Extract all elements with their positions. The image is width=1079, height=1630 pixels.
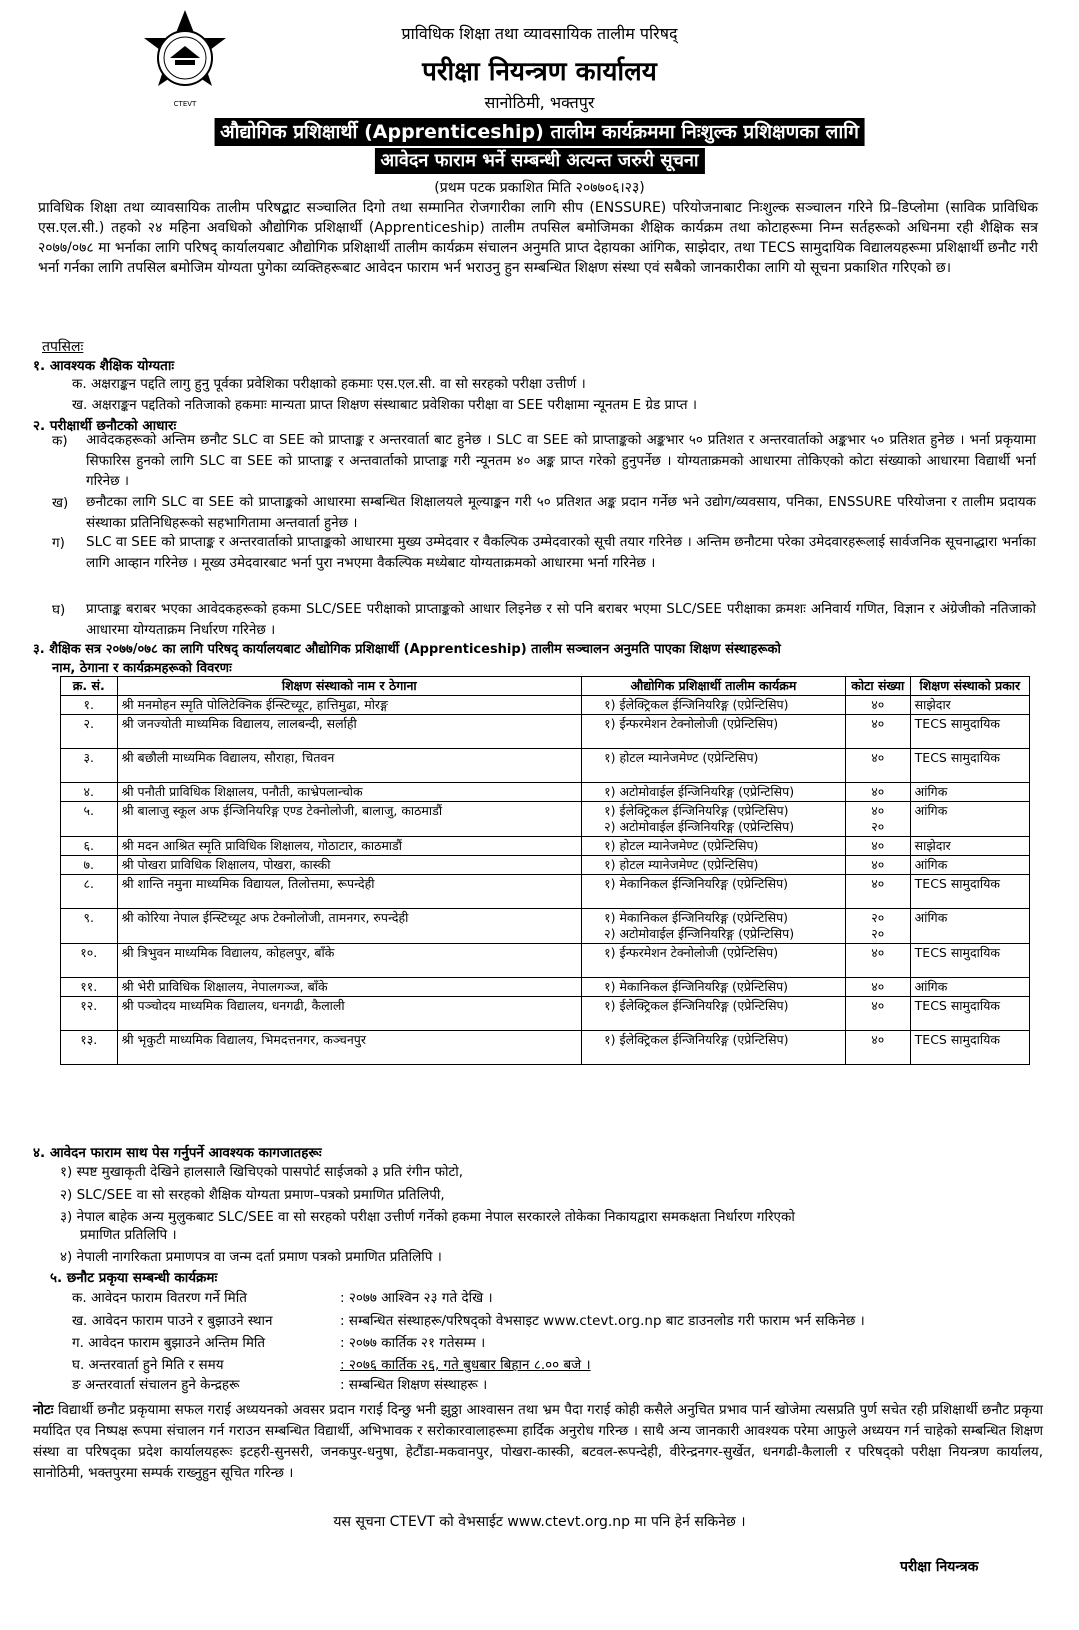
notice-banner-subtitle: आवेदन फाराम भर्ने सम्बन्धी अत्यन्त जरुरी सूचना — [374, 148, 704, 174]
quota-value: ४० — [871, 838, 885, 853]
program-line: १) ईन्फरमेशन टेक्नोलोजी (एप्रेन्टिसिप) — [604, 716, 779, 731]
row-program — [582, 909, 846, 944]
row-institution: श्री भेरी प्राविधिक शिक्षालय, नेपालगञ्ज, बाँके — [117, 978, 582, 997]
row-sn: ४. — [61, 783, 118, 802]
quota-value: ४० — [871, 979, 885, 994]
row-program — [582, 802, 846, 837]
note-text: विद्यार्थी छनौट प्रकृयामा सफल गराई अध्ययनको अवसर प्रदान गराई दिन्छु भनी झुठ्ठा आश्वासन तथा भ्रम पैदा गराई कोही कसैले अनुचित प्रभाव पार्न खोजेमा त्यसप्रति पुर्ण सचेत रही प्रशिक्षार्थी छनौट प्रकृया मर्यादित एव निष्पक्ष रूपमा संचालन गर्न गराउन सम्बन्धित विद्यार्थी, अभिभावक र सरोकारवालाहरूमा हार्दिक अनुरोध गरिन्छ । साथै अन्य जानकारी आवश्यक परेमा आफुले अध्ययन गर्न चाहेको सम्बन्धित शिक्षण संस्था वा परिषद्का प्रदेश कार्यालयहरूः इटहरी-सुनसरी, जनकपुर-धनुषा, हेटौंडा-मकवानपुर, पोखरा-कास्की, बटवल-रूपन्देही, वीरेन्द्रनगर-सुर्खेत, धनगढी-कैलाली र परिषद्को परीक्षा नियन्त्रण कार्यालय, सानोठिमी, भक्तपुरमा सम्पर्क राख्नुहुन सूचित गरिन्छ । — [33, 1402, 1043, 1481]
table-row — [61, 749, 1030, 783]
row-sn: १. — [61, 696, 118, 715]
row-type: आंगिक — [910, 978, 1029, 997]
table-header-row — [61, 677, 1030, 696]
qualification-b: ख. अक्षराङ्कन पद्दतिको नतिजाको हकमाः मान्यता प्राप्त शिक्षण संस्थाबाट प्रवेशिका परीक्षा वा SEE परीक्षामा न्यूनतम E ग्रेड प्राप्त । — [72, 397, 697, 413]
footer-website-note: यस सूचना CTEVT को वेभसाईट www.ctevt.org.np मा पनि हेर्न सकिनेछ । — [333, 1514, 746, 1530]
row-institution: श्री बालाजु स्कूल अफ ईन्जिनियरिङ्ग एण्ड टेक्नोलोजी, बालाजु, काठमाडौं — [117, 802, 582, 837]
notice-banner-title: औद्योगिक प्रशिक्षार्थी (Apprenticeship) तालीम कार्यक्रममा निःशुल्क प्रशिक्षणका लागि — [214, 118, 865, 146]
row-institution: श्री मनमोहन स्मृति पोलिटेक्निक ईन्स्टिच्यूट, हात्तिमुढा, मोरङ्ग — [117, 696, 582, 715]
row-quota — [845, 715, 910, 749]
section-1-title: १. आवश्यक शैक्षिक योग्यताः — [33, 358, 175, 374]
schedule-value-c: : २०७७ कार्तिक २१ गतेसम्म । — [340, 1335, 486, 1351]
row-program — [582, 749, 846, 783]
criteria-mark-d: घ) — [52, 602, 66, 618]
row-quota — [845, 978, 910, 997]
program-line: १) ईन्फरमेशन टेक्नोलोजी (एप्रेन्टिसिप) — [604, 945, 779, 960]
row-institution: श्री भृकुटी माध्यमिक विद्यालय, भिमदत्तनगर, कञ्चनपुर — [117, 1031, 582, 1065]
program-line: १) मेकानिकल ईन्जिनियरिङ्ग (एप्रेन्टिसिप) — [604, 910, 789, 925]
row-institution: श्री त्रिभुवन माध्यमिक विद्यालय, कोहलपुर, बाँके — [117, 944, 582, 978]
table-row — [61, 1031, 1030, 1065]
row-type: TECS सामुदायिक — [910, 1031, 1029, 1065]
schedule-value-d: : २०७६ कार्तिक २६, गते बुधबार बिहान ८.०० बजे । — [340, 1357, 591, 1373]
table-row — [61, 944, 1030, 978]
row-quota — [845, 696, 910, 715]
row-sn: ७. — [61, 856, 118, 875]
col-program: औद्योगिक प्रशिक्षार्थी तालीम कार्यक्रम — [582, 677, 846, 696]
row-institution: श्री मदन आश्रित स्मृति प्राविधिक शिक्षालय, गोठाटार, काठमाडौं — [117, 837, 582, 856]
schedule-label-e: ङ अन्तरवार्ता संचालन हुने केन्द्रहरू — [72, 1377, 240, 1393]
program-line: १) होटल म्यानेजमेण्ट (एप्रेन्टिसिप) — [604, 857, 759, 872]
criteria-mark-a: क) — [52, 433, 68, 449]
row-type: TECS सामुदायिक — [910, 715, 1029, 749]
row-sn: १३. — [61, 1031, 118, 1065]
intro-paragraph: प्राविधिक शिक्षा तथा व्यावसायिक तालीम परिषद्बाट सञ्चालित दिगो तथा सम्मानित रोजगारीका लागि सीप (ENSSURE) परियोजनाबाट निःशुल्क सञ्चालन गरिने प्रि–डिप्लोमा (साविक प्राविधिक एस.एल.सी.) तहको २४ महिना अवधिको औद्योगिक प्रशिक्षार्थी (Apprenticeship) तालीम तपसिल बमोजिमका शैक्षिक कार्यक्रम तथा कोटाहरूमा निम्न सर्तहरूको अधिनमा रही शैक्षिक सत्र २०७७/०७८ मा भर्नाका लागि परिषद् कार्यालयबाट औद्योगिक प्रशिक्षार्थी तालीम कार्यक्रम संचालन अनुमति प्राप्त देहायका आंगिक, साझेदार, तथा TECS सामुदायिक विद्यालयहरूमा प्रशिक्षार्थी छनौट गरी भर्ना गर्नका लागि तपसिल बमोजिम योग्यता पुगेका व्यक्तिहरूबाट आवेदन फाराम भर्न भराउनु हुन सम्बन्धित शिक्षण संस्था एवं सबैको जानकारीका लागि यो सूचना प्रकाशित गरिएको छ। — [38, 200, 1038, 276]
program-line: १) ईलेक्ट्रिकल ईन्जिनियरिङ्ग (एप्रेन्टिसिप) — [604, 697, 789, 712]
schedule-label-d: घ. अन्तरवार्ता हुने मिति र समय — [72, 1357, 224, 1373]
row-sn: ९. — [61, 909, 118, 944]
svg-text:CTEVT: CTEVT — [173, 100, 197, 108]
criteria-mark-b: ख) — [52, 495, 69, 511]
row-institution: श्री पोखरा प्राविधिक शिक्षालय, पोखरा, कास्की — [117, 856, 582, 875]
quota-value: ४० — [871, 998, 885, 1013]
table-row — [61, 875, 1030, 909]
schedule-value-a: : २०७७ आश्विन २३ गते देखि । — [340, 1290, 493, 1306]
col-institution: शिक्षण संस्थाको नाम र ठेगाना — [117, 677, 582, 696]
document-item-3-cont: प्रमाणित प्रतिलिपि । — [80, 1227, 177, 1243]
row-sn: ६. — [61, 837, 118, 856]
row-type: आंगिक — [910, 783, 1029, 802]
note-label: नोटः — [33, 1402, 54, 1418]
details-heading: तपसिलः — [42, 339, 84, 355]
row-program — [582, 783, 846, 802]
row-type: TECS सामुदायिक — [910, 944, 1029, 978]
col-sn: क्र. सं. — [61, 677, 118, 696]
row-quota — [845, 856, 910, 875]
qualification-a: क. अक्षराङ्कन पद्दति लागु हुनु पूर्वका प्रवेशिका परीक्षाको हकमाः एस.एल.सी. वा सो सरहको परीक्षा उत्तीर्ण । — [72, 376, 586, 392]
table-row — [61, 783, 1030, 802]
row-program — [582, 944, 846, 978]
quota-value: २० — [871, 926, 885, 941]
row-type: आंगिक — [910, 909, 1029, 944]
office-title: परीक्षा नियन्त्रण कार्यालय — [422, 57, 657, 87]
row-type: TECS सामुदायिक — [910, 997, 1029, 1031]
criteria-d: प्राप्ताङ्क बराबर भएका आवेदकहरूको हकमा SLC/SEE परीक्षाको प्राप्ताङ्कको आधार लिइनेछ र सो पनि बराबर भएमा SLC/SEE परीक्षाका क्रमशः अनिवार्य गणित, विज्ञान र अंग्रेजीको नतिजाको आधारमा योग्यताक्रम निर्धारण गरिनेछ । — [86, 601, 1036, 638]
criteria-a: आवेदकहरूको अन्तिम छनौट SLC वा SEE को प्राप्ताङ्क र अन्तरवार्ता बाट हुनेछ । SLC वा SEE को प्राप्ताङ्कको अङ्कभार ५० प्रतिशत र अन्तरवार्ताको अङ्कभार ५० प्रतिशत हुनेछ । भर्ना प्रकृयामा सिफारिस हुनको लागि SLC वा SEE को प्राप्ताङ्क र अन्तवार्ताको प्राप्ताङ्क गरी न्यूनतम ४० अङ्क प्राप्त गरेको हुनुपर्नेछ । योग्यताक्रमको आधारमा तोकिएको कोटा संख्याको आधारमा विद्यार्थी भर्ना गरिनेछ । — [86, 432, 1036, 489]
program-line: १) ईलेक्ट्रिकल ईन्जिनियरिङ्ग (एप्रेन्टिसिप) — [604, 998, 789, 1013]
program-line: १) ईलेक्ट्रिकल ईन्जिनियरिङ्ग (एप्रेन्टिसिप) — [604, 1032, 789, 1047]
row-quota — [845, 909, 910, 944]
row-program — [582, 715, 846, 749]
row-program — [582, 1031, 846, 1065]
row-institution: श्री जनज्योती माध्यमिक विद्यालय, लालबन्दी, सर्लाही — [117, 715, 582, 749]
row-quota — [845, 1031, 910, 1065]
section-2-title: २. परीक्षार्थी छनौटको आधारः — [33, 418, 177, 434]
section-4-title: ४. आवेदन फाराम साथ पेस गर्नुपर्ने आवश्यक कागजातहरूः — [33, 1145, 322, 1161]
section-3-title: ३. शैक्षिक सत्र २०७७/०७८ का लागि परिषद् कार्यालयबाट औद्योगिक प्रशिक्षार्थी (Apprenticeship) तालीम सञ्चालन अनुमति पाएका शिक्षण संस्थाहरूको — [33, 642, 781, 657]
row-type: आंगिक — [910, 856, 1029, 875]
row-sn: ५. — [61, 802, 118, 837]
office-location: सानोठिमी, भक्तपुर — [484, 93, 595, 112]
quota-value: ४० — [871, 876, 885, 891]
table-row — [61, 856, 1030, 875]
quota-value: ४० — [871, 1032, 885, 1047]
row-program — [582, 997, 846, 1031]
institutions-table — [60, 676, 1030, 1065]
row-quota — [845, 749, 910, 783]
row-institution: श्री बछौली माध्यमिक विद्यालय, सौराहा, चितवन — [117, 749, 582, 783]
row-institution: श्री पञ्चोदय माध्यमिक विद्यालय, धनगढी, कैलाली — [117, 997, 582, 1031]
row-type: साझेदार — [910, 696, 1029, 715]
document-item-2: २) SLC/SEE वा सो सरहको शैक्षिक योग्यता प्रमाण–पत्रको प्रमाणित प्रतिलिपी, — [60, 1187, 445, 1203]
row-type: TECS सामुदायिक — [910, 749, 1029, 783]
program-line: १) अटोमोवाईल ईन्जिनियरिङ्ग (एप्रेन्टिसिप) — [604, 784, 795, 799]
row-program — [582, 875, 846, 909]
table-row — [61, 837, 1030, 856]
table-row — [61, 978, 1030, 997]
quota-value: ४० — [871, 945, 885, 960]
row-quota — [845, 783, 910, 802]
table-row — [61, 997, 1030, 1031]
row-quota — [845, 944, 910, 978]
section-5-title: ५. छनौट प्रकृया सम्बन्धी कार्यक्रमः — [50, 1270, 218, 1286]
row-quota — [845, 837, 910, 856]
row-type: आंगिक — [910, 802, 1029, 837]
col-type: शिक्षण संस्थाको प्रकार — [910, 677, 1029, 696]
publication-date: (प्रथम पटक प्रकाशित मिति २०७७०६।२३) — [434, 180, 645, 196]
row-sn: १०. — [61, 944, 118, 978]
schedule-value-b: : सम्बन्धित संस्थाहरू/परिषद्को वेभसाइट www.ctevt.org.np बाट डाउनलोड गरी फाराम भर्न सकिनेछ । — [340, 1313, 865, 1329]
program-line: १) होटल म्यानेजमेण्ट (एप्रेन्टिसिप) — [604, 750, 759, 765]
quota-value: ४० — [871, 750, 885, 765]
criteria-c: SLC वा SEE को प्राप्ताङ्क र अन्तरवार्ताको प्राप्ताङ्कको आधारमा मुख्य उम्मेदवार र वैकल्पिक उम्मेदवारको सूची तयार गरिनेछ । अन्तिम छनौटमा परेका उमेदवारहरूलाई सार्वजनिक सूचनाद्धारा भर्नाका लागि आव्हान गरिनेछ । मूख्य उमेदवारबाट भर्ना पुरा नभएमा वैकल्पिक मध्येबाट योग्यताक्रमको आधारमा भर्ना गरिनेछ । — [86, 534, 1036, 571]
program-line: १) मेकानिकल ईन्जिनियरिङ्ग (एप्रेन्टिसिप) — [604, 979, 789, 994]
program-line: १) होटल म्यानेजमेण्ट (एप्रेन्टिसिप) — [604, 838, 759, 853]
row-program — [582, 696, 846, 715]
schedule-label-c: ग. आवेदन फाराम बुझाउने अन्तिम मिति — [72, 1335, 266, 1351]
document-item-4: ४) नेपाली नागरिकता प्रमाणपत्र वा जन्म दर्ता प्रमाण पत्रको प्रमाणित प्रतिलिपि । — [60, 1249, 442, 1265]
quota-value: ४० — [871, 697, 885, 712]
program-line: १) ईलेक्ट्रिकल ईन्जिनियरिङ्ग (एप्रेन्टिसिप) — [604, 803, 789, 818]
criteria-b: छनौटका लागि SLC वा SEE को प्राप्ताङ्कको आधारमा सम्बन्धित शिक्षालयले मूल्याङ्कन गरी ५० प्रतिशत अङ्क प्रदान गर्नेछ भने उद्योग/व्यवसाय, पनिका, ENSSURE परियोजना र तालीम प्रदायक संस्थाका प्रतिनिधिहरूको सहभागितामा अन्तवार्ता हुनेछ । — [86, 494, 1036, 531]
row-type: साझेदार — [910, 837, 1029, 856]
row-sn: ११. — [61, 978, 118, 997]
row-program — [582, 837, 846, 856]
note-paragraph — [33, 1400, 1043, 1484]
document-item-3: ३) नेपाल बाहेक अन्य मुलुकबाट SLC/SEE वा सो सरहको परीक्षा उत्तीर्ण गर्नेको हकमा नेपाल सरकारले तोकेका निकायद्वारा समकक्षता निर्धारण गरिएको — [60, 1209, 795, 1225]
quota-value: ४० — [871, 716, 885, 731]
row-sn: २. — [61, 715, 118, 749]
schedule-label-b: ख. आवेदन फाराम पाउने र बुझाउने स्थान — [72, 1313, 273, 1329]
schedule-value-e: : सम्बन्धित शिक्षण संस्थाहरू । — [340, 1377, 488, 1393]
quota-value: २० — [871, 910, 885, 925]
row-sn: ३. — [61, 749, 118, 783]
row-quota — [845, 875, 910, 909]
row-institution: श्री कोरिया नेपाल ईन्स्टिच्यूट अफ टेक्नोलोजी, तामनगर, रुपन्देही — [117, 909, 582, 944]
table-row — [61, 696, 1030, 715]
table-row — [61, 715, 1030, 749]
signature-title: परीक्षा नियन्त्रक — [900, 1559, 979, 1575]
row-program — [582, 856, 846, 875]
quota-value: २० — [871, 819, 885, 834]
organization-name: प्राविधिक शिक्षा तथा व्यावसायिक तालीम परिषद् — [401, 24, 678, 43]
row-institution: श्री शान्ति नमुना माध्यमिक विद्यायल, तिलोत्तमा, रूपन्देही — [117, 875, 582, 909]
row-quota — [845, 997, 910, 1031]
quota-value: ४० — [871, 784, 885, 799]
program-line: २) अटोमोवाईल ईन्जिनियरिङ्ग (एप्रेन्टिसिप) — [604, 819, 795, 834]
criteria-mark-c: ग) — [52, 535, 65, 551]
row-sn: ८. — [61, 875, 118, 909]
table-row — [61, 802, 1030, 837]
program-line: १) मेकानिकल ईन्जिनियरिङ्ग (एप्रेन्टिसिप) — [604, 876, 789, 891]
row-program — [582, 978, 846, 997]
section-3-title-cont: नाम, ठेगाना र कार्यक्रमहरूको विवरणः — [52, 661, 232, 676]
row-institution: श्री पनौती प्राविधिक शिक्षालय, पनौती, काभ्रेपलान्चोक — [117, 783, 582, 802]
table-row — [61, 909, 1030, 944]
row-sn: १२. — [61, 997, 118, 1031]
quota-value: ४० — [871, 803, 885, 818]
quota-value: ४० — [871, 857, 885, 872]
row-type: TECS सामुदायिक — [910, 875, 1029, 909]
schedule-label-a: क. आवेदन फाराम वितरण गर्ने मिति — [72, 1290, 247, 1306]
row-quota — [845, 802, 910, 837]
col-quota: कोटा संख्या — [845, 677, 910, 696]
document-item-1: १) स्पष्ट मुखाकृती देखिने हालसालै खिचिएको पासपोर्ट साईजको ३ प्रति रंगीन फोटो, — [60, 1164, 464, 1180]
program-line: २) अटोमोवाईल ईन्जिनियरिङ्ग (एप्रेन्टिसिप) — [604, 926, 795, 941]
